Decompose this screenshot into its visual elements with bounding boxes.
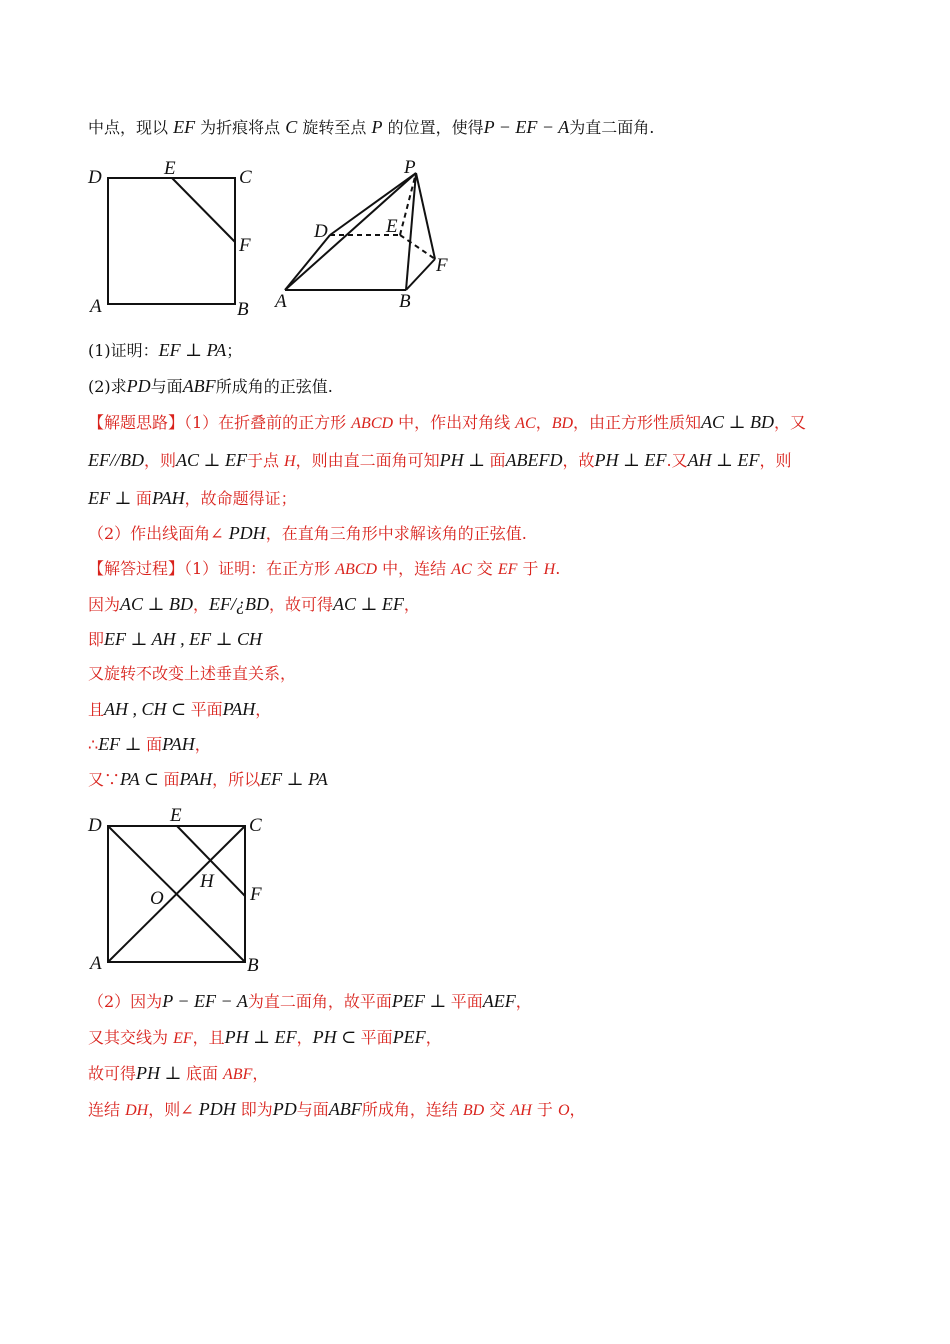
part2-line-3: 故可得PH ⊥ 底面 ABF， xyxy=(88,1063,269,1083)
label-A: A xyxy=(90,953,102,974)
process-line-6: ∴EF ⊥ 面PAH， xyxy=(88,734,211,754)
figure-square-diagonals xyxy=(84,800,274,980)
label-F: F xyxy=(239,235,251,256)
part2-line-2: 又其交线为 EF，且PH ⊥ EF，PH ⊂ 平面PEF， xyxy=(88,1027,442,1047)
process-line-3: 即EF ⊥ AH , EF ⊥ CH xyxy=(88,629,263,649)
question-2: (2)求PD与面ABF所成角的正弦值. xyxy=(88,376,333,396)
label-C: C xyxy=(249,815,262,836)
label-B: B xyxy=(247,955,259,976)
intro-line: 中点，现以 EF 为折痕将点 C 旋转至点 P 的位置，使得P − EF − A为直二面角. xyxy=(88,117,655,137)
process-line-5: 且AH , CH ⊂ 平面PAH， xyxy=(88,699,272,719)
label-E: E xyxy=(170,805,182,826)
label-D: D xyxy=(314,221,328,242)
idea-line-1: 【解题思路】（1）在折叠前的正方形 ABCD 中，作出对角线 AC，BD，由正方形性质知AC ⊥ BD，又 xyxy=(88,412,807,432)
label-E: E xyxy=(164,158,176,179)
question-1: (1)证明：EF ⊥ PA； xyxy=(88,340,243,360)
figure-square-fold xyxy=(84,158,264,323)
label-H: H xyxy=(200,871,214,892)
label-E: E xyxy=(386,216,398,237)
part2-line-4: 连结 DH，则∠ PDH 即为PD与面ABF所成角，连结 BD 交 AH 于 O， xyxy=(88,1099,586,1119)
idea-line-4: （2）作出线面角∠ PDH，在直角三角形中求解该角的正弦值. xyxy=(88,523,527,543)
label-C: C xyxy=(239,167,252,188)
label-A: A xyxy=(90,296,102,317)
label-B: B xyxy=(399,291,411,312)
idea-line-3: EF ⊥ 面PAH，故命题得证； xyxy=(88,488,297,508)
label-F: F xyxy=(250,884,262,905)
label-P: P xyxy=(404,157,416,178)
label-D: D xyxy=(88,167,102,188)
process-line-1: 【解答过程】（1）证明：在正方形 ABCD 中，连结 AC 交 EF 于 H. xyxy=(88,559,561,578)
part2-line-1: （2）因为P − EF − A为直二面角，故平面PEF ⊥ 平面AEF， xyxy=(88,991,532,1011)
figure-pyramid xyxy=(270,155,460,320)
label-A: A xyxy=(275,291,287,312)
label-B: B xyxy=(237,299,249,320)
process-line-2: 因为AC ⊥ BD，EF/¿BD，故可得AC ⊥ EF， xyxy=(88,594,420,614)
process-line-7: 又∵PA ⊂ 面PAH，所以EF ⊥ PA xyxy=(88,769,328,789)
process-line-4: 又旋转不改变上述垂直关系， xyxy=(88,664,297,683)
label-F: F xyxy=(436,255,448,276)
idea-line-2: EF//BD，则AC ⊥ EF于点 H，则由直二面角可知PH ⊥ 面ABEFD，故PH ⊥ EF.又AH ⊥ EF，则 xyxy=(88,450,792,470)
label-D: D xyxy=(88,815,102,836)
label-O: O xyxy=(150,888,164,909)
